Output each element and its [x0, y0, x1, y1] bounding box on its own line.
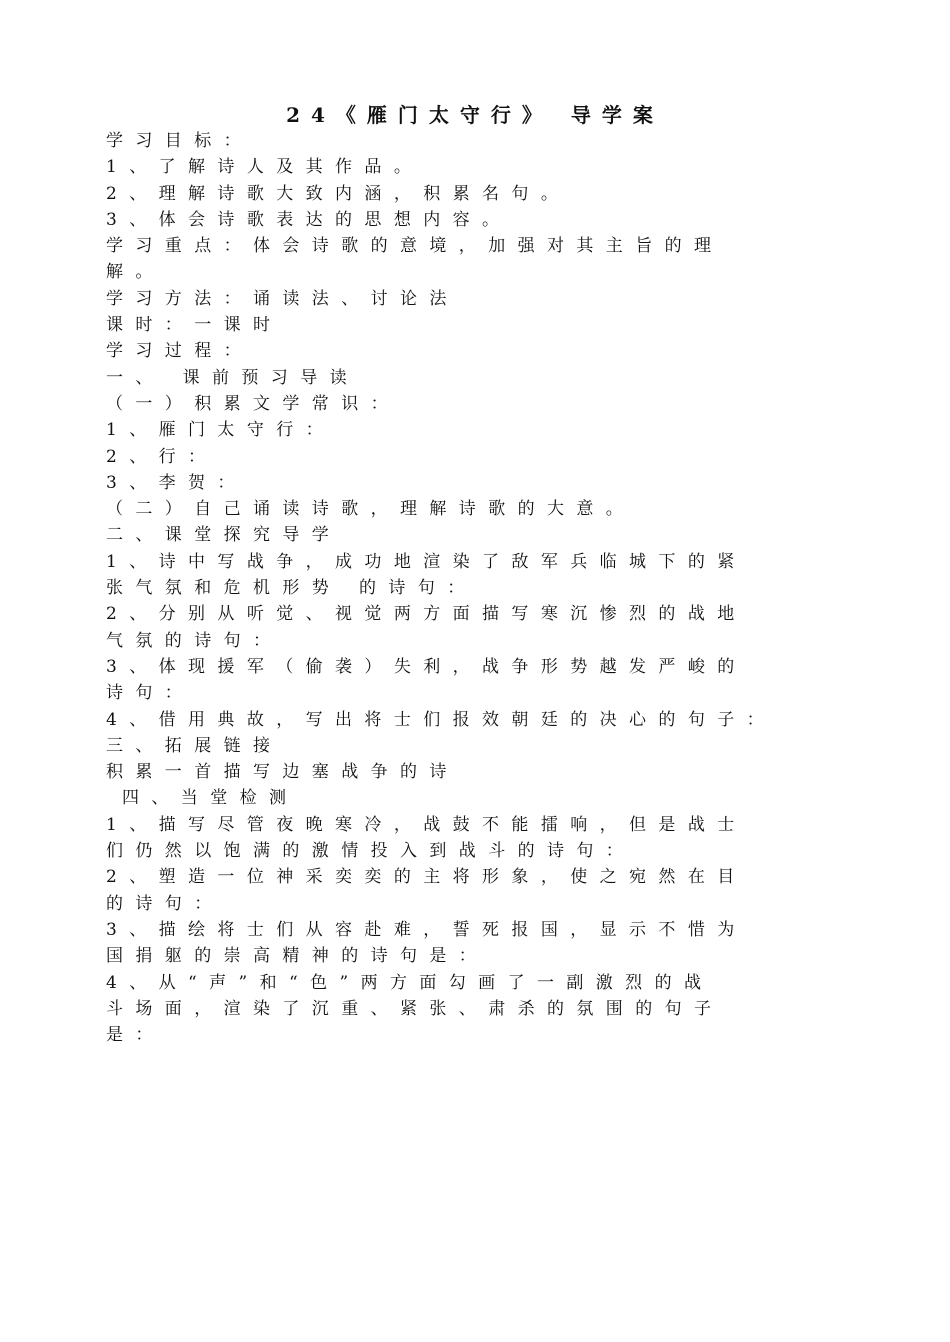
- text-line-class-hours: 课时：一课时: [106, 315, 283, 336]
- text-line-test-1-cont: 们仍然以饱满的激情投入到战斗的诗句：: [106, 841, 636, 862]
- text-line-explore-3-cont: 诗句：: [106, 683, 195, 704]
- text-line-explore-1-cont: 张气氛和危机形势 的诗句：: [106, 578, 477, 599]
- text-line-process-heading: 学习过程：: [106, 341, 253, 362]
- text-line-test-4-cont: 斗场面，渲染了沉重、紧张、肃杀的氛围的句子: [106, 998, 724, 1019]
- text-line-key-point: 学习重点：体会诗歌的意境，加强对其主旨的理: [106, 236, 724, 257]
- section-heading-extension: 三、拓展链接: [106, 735, 283, 756]
- text-line-extension: 积累一首描写边塞战争的诗: [106, 762, 459, 783]
- text-line-knowledge-3: 3、李贺：: [106, 472, 247, 493]
- text-line-test-3: 3、描绘将士们从容赴难，誓死报国，显示不惜为: [106, 919, 747, 940]
- text-line-test-4-end: 是：: [106, 1025, 165, 1046]
- text-line-explore-3: 3、体现援军（偷袭）失利，战争形势越发严峻的: [106, 656, 747, 677]
- text-line-objective-3: 3、体会诗歌表达的思想内容。: [106, 209, 512, 230]
- section-heading-preview: 一、 课前预习导读: [106, 367, 360, 388]
- text-line-test-3-cont: 国捐躯的崇高精神的诗句是：: [106, 946, 489, 967]
- text-line-explore-4: 4、借用典故，写出将士们报效朝廷的决心的句子：: [106, 709, 777, 730]
- text-line-explore-2: 2、分别从听觉、视觉两方面描写寒沉惨烈的战地: [106, 604, 747, 625]
- text-line-explore-2-cont: 气氛的诗句：: [106, 630, 283, 651]
- document-body: [106, 128, 866, 1048]
- text-line-knowledge-2: 2、行：: [106, 446, 218, 467]
- text-line-objective-1: 1、了解诗人及其作品。: [106, 157, 424, 178]
- text-line-test-4: 4、从“声”和“色”两方面勾画了一副激烈的战: [106, 972, 714, 993]
- text-line-objective-2: 2、理解诗歌大致内涵，积累名句。: [106, 183, 571, 204]
- text-line-method: 学习方法：诵读法、讨论法: [106, 288, 459, 309]
- text-line-knowledge-1: 1、雁门太守行：: [106, 420, 336, 441]
- section-heading-test: 四、当堂检测: [122, 788, 299, 809]
- document-title: 24《雁门太守行》 导学案: [286, 103, 664, 127]
- section-heading-explore: 二、课堂探究导学: [106, 525, 342, 546]
- text-line-explore-1: 1、诗中写战争，成功地渲染了敌军兵临城下的紧: [106, 551, 747, 572]
- text-line-test-2: 2、塑造一位神采奕奕的主将形象，使之宛然在目: [106, 867, 747, 888]
- subsection-heading-recite: （二）自己诵读诗歌，理解诗歌的大意。: [106, 499, 636, 520]
- text-line-objectives-heading: 学习目标：: [106, 131, 253, 151]
- subsection-heading-knowledge: （一）积累文学常识：: [106, 393, 400, 414]
- text-line-test-2-cont: 的诗句：: [106, 893, 224, 914]
- text-line-key-point-cont: 解。: [106, 262, 165, 283]
- text-line-test-1: 1、描写尽管夜晚寒冷，战鼓不能擂响，但是战士: [106, 814, 747, 835]
